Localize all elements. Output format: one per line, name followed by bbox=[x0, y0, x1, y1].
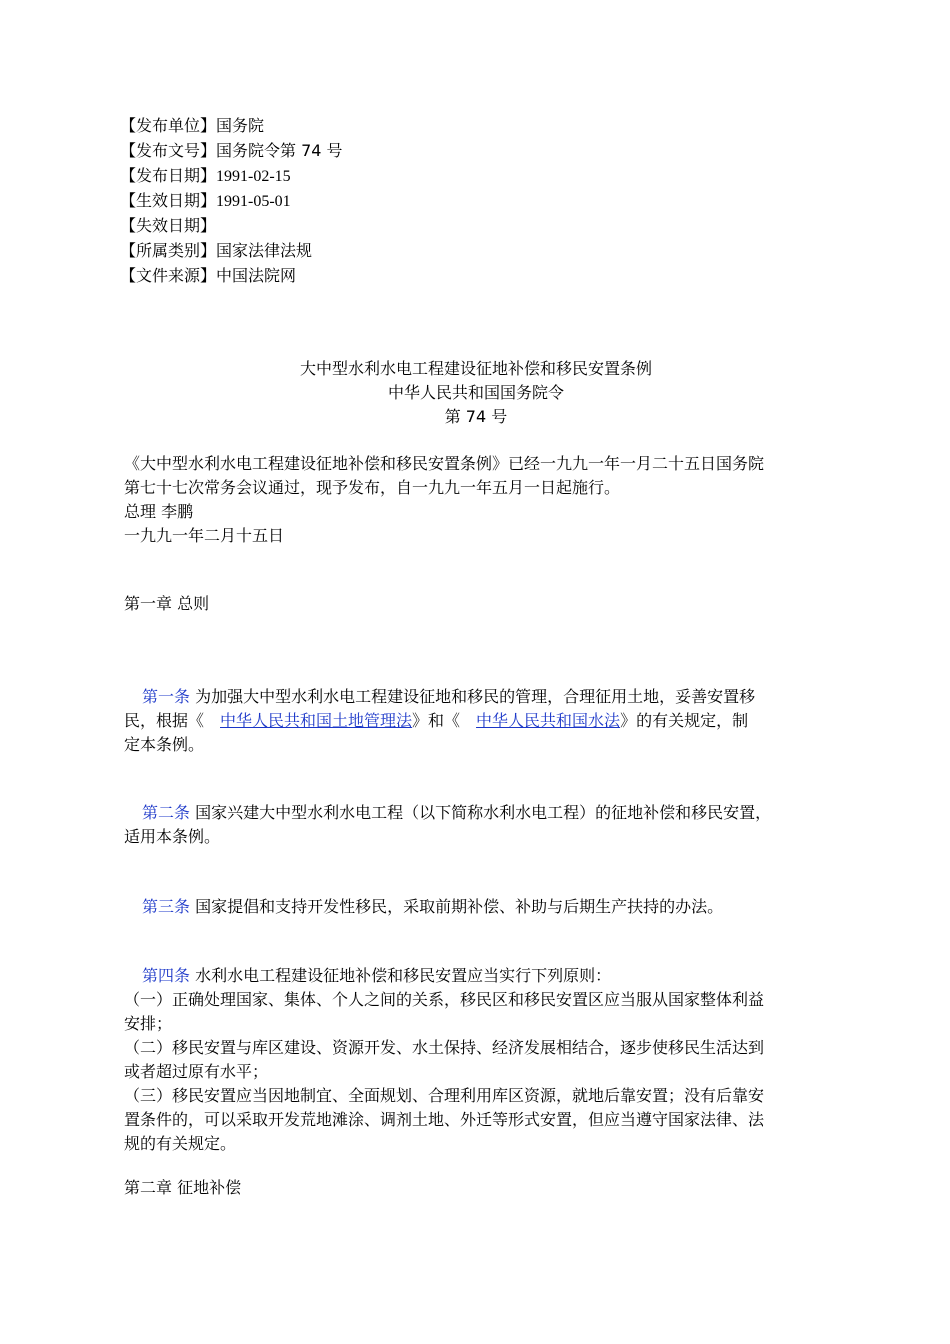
chapter-heading: 第一章 总则 bbox=[124, 594, 210, 613]
article-text: 》和《 bbox=[412, 711, 461, 730]
promulgation-line: 第七十七次常务会议通过，现予发布，自一九九一年五月一日起施行。 bbox=[124, 478, 621, 497]
meta-row-effective-date bbox=[120, 191, 520, 216]
article-number: 第一条 bbox=[142, 687, 191, 706]
meta-label: 【失效日期】 bbox=[120, 216, 217, 235]
meta-value: 国务院令第 74 号 bbox=[216, 141, 343, 160]
meta-row-expiry-date bbox=[120, 216, 520, 241]
meta-value: 国家法律法规 bbox=[216, 241, 313, 260]
meta-label: 【生效日期】 bbox=[120, 191, 217, 210]
meta-value: 国务院 bbox=[216, 116, 265, 135]
article-text: 国家提倡和支持开发性移民，采取前期补偿、补助与后期生产扶持的办法。 bbox=[190, 897, 724, 916]
article-2 bbox=[124, 801, 836, 849]
article-line bbox=[124, 895, 836, 919]
meta-row-source bbox=[120, 266, 520, 291]
promulgation-date: 一九九一年二月十五日 bbox=[124, 526, 285, 545]
article-4 bbox=[124, 964, 836, 1156]
signer: 总理 李鹏 bbox=[124, 502, 194, 521]
meta-label: 【发布文号】 bbox=[120, 141, 217, 160]
meta-label: 【发布日期】 bbox=[120, 166, 217, 185]
chapter-heading: 第二章 征地补偿 bbox=[124, 1178, 242, 1197]
meta-value: 中国法院网 bbox=[216, 266, 297, 285]
principle-line: （二）移民安置与库区建设、资源开发、水土保持、经济发展相结合，逐步使移民生活达到 bbox=[124, 1038, 765, 1057]
article-line: 适用本条例。 bbox=[124, 827, 221, 846]
metadata-block bbox=[120, 116, 520, 291]
order-number: 第 74 号 bbox=[444, 407, 508, 426]
article-number: 第四条 bbox=[142, 966, 191, 985]
meta-row-issue-date bbox=[120, 166, 520, 191]
meta-value: 1991-02-15 bbox=[216, 168, 291, 185]
principle-line: （一）正确处理国家、集体、个人之间的关系，移民区和移民安置区应当服从国家整体利益 bbox=[124, 990, 765, 1009]
land-management-law-link[interactable]: 中华人民共和国土地管理法 bbox=[220, 711, 413, 730]
promulgation-line: 《大中型水利水电工程建设征地补偿和移民安置条例》已经一九九一年一月二十五日国务院 bbox=[124, 454, 765, 473]
meta-value: 1991-05-01 bbox=[216, 193, 291, 210]
article-number: 第二条 bbox=[142, 803, 191, 822]
article-3 bbox=[124, 895, 836, 919]
article-number: 第三条 bbox=[142, 897, 191, 916]
meta-row-issuer bbox=[120, 116, 520, 141]
article-text: 》的有关规定，制 bbox=[620, 711, 749, 730]
meta-row-category bbox=[120, 241, 520, 266]
promulgation-text bbox=[124, 452, 836, 548]
article-line bbox=[124, 709, 836, 733]
article-text: 国家兴建大中型水利水电工程（以下简称水利水电工程）的征地补偿和移民安置， bbox=[190, 803, 772, 822]
title-block bbox=[120, 358, 832, 430]
article-text: 为加强大中型水利水电工程建设征地和移民的管理，合理征用土地，妥善安置移 bbox=[190, 687, 756, 706]
document-title: 大中型水利水电工程建设征地补偿和移民安置条例 bbox=[299, 359, 652, 378]
principle-line: 安排； bbox=[124, 1014, 173, 1033]
order-issuer: 中华人民共和国国务院令 bbox=[387, 383, 564, 402]
article-text: 水利水电工程建设征地补偿和移民安置应当实行下列原则： bbox=[190, 966, 612, 985]
meta-label: 【发布单位】 bbox=[120, 116, 217, 135]
article-text: 民，根据《 bbox=[124, 711, 205, 730]
principle-line: （三）移民安置应当因地制宜、全面规划、合理利用库区资源，就地后靠安置；没有后靠安 bbox=[124, 1086, 765, 1105]
principle-line: 规的有关规定。 bbox=[124, 1134, 237, 1153]
article-line: 定本条例。 bbox=[124, 735, 205, 754]
article-line bbox=[124, 801, 836, 825]
water-law-link[interactable]: 中华人民共和国水法 bbox=[476, 711, 621, 730]
article-line bbox=[124, 964, 836, 988]
meta-row-doc-number bbox=[120, 141, 520, 166]
article-1 bbox=[124, 685, 836, 757]
principle-line: 置条件的，可以采取开发荒地滩涂、调剂土地、外迁等形式安置，但应当遵守国家法律、法 bbox=[124, 1110, 765, 1129]
meta-label: 【文件来源】 bbox=[120, 266, 217, 285]
principle-line: 或者超过原有水平； bbox=[124, 1062, 269, 1081]
meta-label: 【所属类别】 bbox=[120, 241, 217, 260]
article-line bbox=[124, 685, 836, 709]
